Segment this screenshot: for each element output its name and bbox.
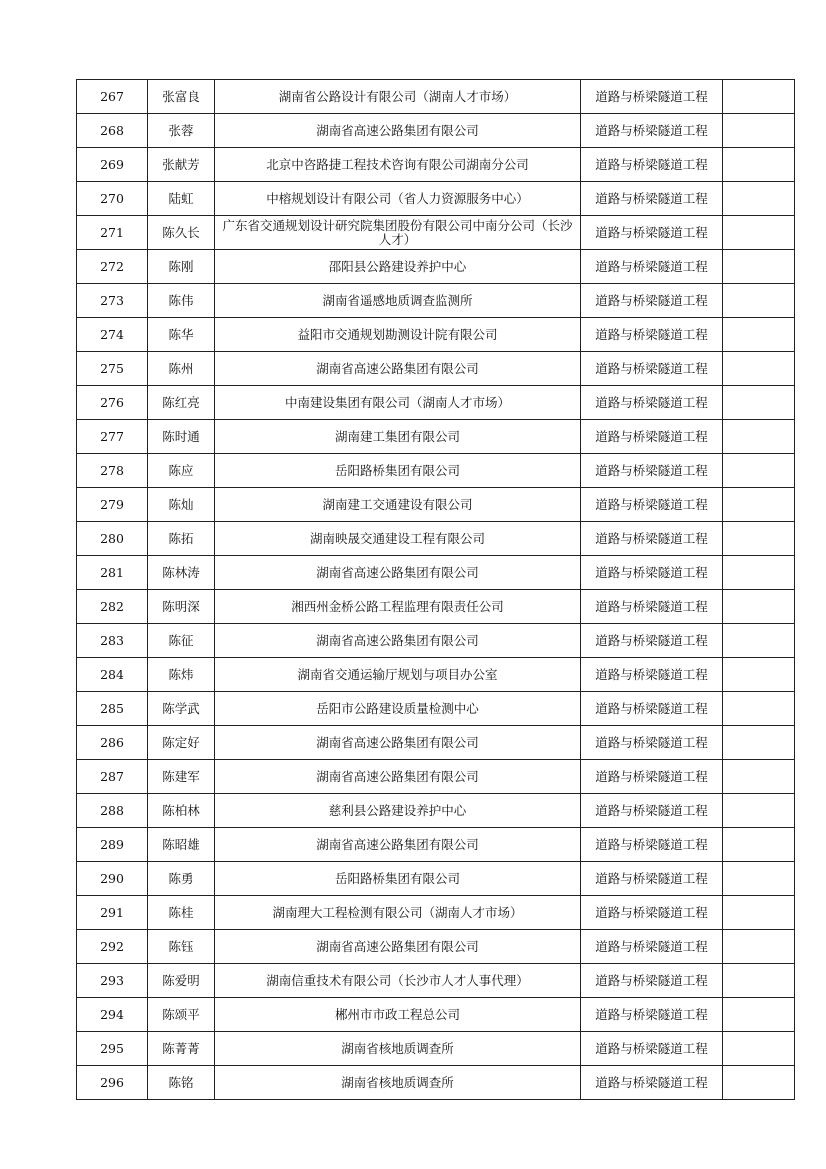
- name-cell: 陈久长: [148, 216, 215, 250]
- major-cell: 道路与桥梁隧道工程: [581, 1066, 723, 1100]
- major-cell: 道路与桥梁隧道工程: [581, 556, 723, 590]
- major-cell: 道路与桥梁隧道工程: [581, 692, 723, 726]
- note-cell: [723, 828, 795, 862]
- major-cell: 道路与桥梁隧道工程: [581, 352, 723, 386]
- name-cell: 陈华: [148, 318, 215, 352]
- organization-cell: 湖南省公路设计有限公司（湖南人才市场）: [215, 80, 581, 114]
- major-cell: 道路与桥梁隧道工程: [581, 624, 723, 658]
- table-row: [77, 794, 795, 828]
- organization-cell: 湖南省高速公路集团有限公司: [215, 556, 581, 590]
- name-cell: 陈定好: [148, 726, 215, 760]
- organization-cell: 湖南省高速公路集团有限公司: [215, 760, 581, 794]
- row-number-cell: 277: [77, 420, 148, 454]
- row-number-cell: 295: [77, 1032, 148, 1066]
- note-cell: [723, 964, 795, 998]
- name-cell: 陈明深: [148, 590, 215, 624]
- note-cell: [723, 250, 795, 284]
- row-number-cell: 283: [77, 624, 148, 658]
- major-cell: 道路与桥梁隧道工程: [581, 148, 723, 182]
- row-number-cell: 288: [77, 794, 148, 828]
- table-row: [77, 250, 795, 284]
- table-row: [77, 420, 795, 454]
- major-cell: 道路与桥梁隧道工程: [581, 964, 723, 998]
- major-cell: 道路与桥梁隧道工程: [581, 488, 723, 522]
- table-row: [77, 352, 795, 386]
- table-row: [77, 930, 795, 964]
- name-cell: 陈建军: [148, 760, 215, 794]
- name-cell: 陈铭: [148, 1066, 215, 1100]
- note-cell: [723, 114, 795, 148]
- organization-cell: 湖南省核地质调查所: [215, 1066, 581, 1100]
- row-number-cell: 269: [77, 148, 148, 182]
- row-number-cell: 285: [77, 692, 148, 726]
- table-row: [77, 556, 795, 590]
- major-cell: 道路与桥梁隧道工程: [581, 386, 723, 420]
- row-number-cell: 284: [77, 658, 148, 692]
- note-cell: [723, 522, 795, 556]
- table-row: [77, 284, 795, 318]
- organization-cell: 湖南映晟交通建设工程有限公司: [215, 522, 581, 556]
- note-cell: [723, 352, 795, 386]
- row-number-cell: 287: [77, 760, 148, 794]
- table-row: [77, 454, 795, 488]
- major-cell: 道路与桥梁隧道工程: [581, 862, 723, 896]
- organization-cell: 湖南省高速公路集团有限公司: [215, 930, 581, 964]
- note-cell: [723, 1032, 795, 1066]
- note-cell: [723, 488, 795, 522]
- name-cell: 陆虹: [148, 182, 215, 216]
- table-row: [77, 216, 795, 250]
- row-number-cell: 271: [77, 216, 148, 250]
- major-cell: 道路与桥梁隧道工程: [581, 420, 723, 454]
- note-cell: [723, 182, 795, 216]
- note-cell: [723, 216, 795, 250]
- row-number-cell: 294: [77, 998, 148, 1032]
- row-number-cell: 278: [77, 454, 148, 488]
- name-cell: 陈刚: [148, 250, 215, 284]
- major-cell: 道路与桥梁隧道工程: [581, 80, 723, 114]
- row-number-cell: 292: [77, 930, 148, 964]
- name-cell: 陈应: [148, 454, 215, 488]
- row-number-cell: 276: [77, 386, 148, 420]
- row-number-cell: 275: [77, 352, 148, 386]
- table-row: [77, 1066, 795, 1100]
- roster-body: [77, 80, 795, 1100]
- table-row: [77, 318, 795, 352]
- table-row: [77, 862, 795, 896]
- organization-cell: 湖南省高速公路集团有限公司: [215, 352, 581, 386]
- name-cell: 张献芳: [148, 148, 215, 182]
- note-cell: [723, 692, 795, 726]
- name-cell: 张蓉: [148, 114, 215, 148]
- row-number-cell: 282: [77, 590, 148, 624]
- table-row: [77, 80, 795, 114]
- organization-cell: 岳阳路桥集团有限公司: [215, 454, 581, 488]
- organization-cell: 湖南省高速公路集团有限公司: [215, 828, 581, 862]
- name-cell: 陈菁菁: [148, 1032, 215, 1066]
- organization-cell: 湖南省高速公路集团有限公司: [215, 624, 581, 658]
- name-cell: 陈伟: [148, 284, 215, 318]
- table-row: [77, 488, 795, 522]
- organization-cell: 郴州市市政工程总公司: [215, 998, 581, 1032]
- major-cell: 道路与桥梁隧道工程: [581, 250, 723, 284]
- organization-cell: 湖南信重技术有限公司（长沙市人才人事代理）: [215, 964, 581, 998]
- name-cell: 陈钰: [148, 930, 215, 964]
- note-cell: [723, 658, 795, 692]
- organization-cell: 湖南建工交通建设有限公司: [215, 488, 581, 522]
- major-cell: 道路与桥梁隧道工程: [581, 454, 723, 488]
- name-cell: 陈林涛: [148, 556, 215, 590]
- organization-cell: 湖南省核地质调查所: [215, 1032, 581, 1066]
- major-cell: 道路与桥梁隧道工程: [581, 794, 723, 828]
- row-number-cell: 293: [77, 964, 148, 998]
- organization-cell: 湖南省遥感地质调查监测所: [215, 284, 581, 318]
- organization-cell: 湘西州金桥公路工程监理有限责任公司: [215, 590, 581, 624]
- table-row: [77, 896, 795, 930]
- name-cell: 陈学武: [148, 692, 215, 726]
- organization-cell: 湖南理大工程检测有限公司（湖南人才市场）: [215, 896, 581, 930]
- table-row: [77, 692, 795, 726]
- row-number-cell: 272: [77, 250, 148, 284]
- organization-cell: 慈利县公路建设养护中心: [215, 794, 581, 828]
- organization-cell: 益阳市交通规划勘测设计院有限公司: [215, 318, 581, 352]
- table-row: [77, 658, 795, 692]
- major-cell: 道路与桥梁隧道工程: [581, 930, 723, 964]
- table-row: [77, 726, 795, 760]
- row-number-cell: 291: [77, 896, 148, 930]
- name-cell: 陈州: [148, 352, 215, 386]
- row-number-cell: 273: [77, 284, 148, 318]
- note-cell: [723, 284, 795, 318]
- note-cell: [723, 590, 795, 624]
- note-cell: [723, 386, 795, 420]
- name-cell: 陈勇: [148, 862, 215, 896]
- note-cell: [723, 624, 795, 658]
- note-cell: [723, 896, 795, 930]
- major-cell: 道路与桥梁隧道工程: [581, 658, 723, 692]
- note-cell: [723, 726, 795, 760]
- organization-cell: 邵阳县公路建设养护中心: [215, 250, 581, 284]
- major-cell: 道路与桥梁隧道工程: [581, 216, 723, 250]
- row-number-cell: 270: [77, 182, 148, 216]
- organization-cell: 中南建设集团有限公司（湖南人才市场）: [215, 386, 581, 420]
- organization-cell: 岳阳路桥集团有限公司: [215, 862, 581, 896]
- row-number-cell: 286: [77, 726, 148, 760]
- note-cell: [723, 556, 795, 590]
- name-cell: 陈拓: [148, 522, 215, 556]
- name-cell: 陈柏林: [148, 794, 215, 828]
- row-number-cell: 279: [77, 488, 148, 522]
- note-cell: [723, 862, 795, 896]
- table-row: [77, 114, 795, 148]
- major-cell: 道路与桥梁隧道工程: [581, 828, 723, 862]
- major-cell: 道路与桥梁隧道工程: [581, 590, 723, 624]
- major-cell: 道路与桥梁隧道工程: [581, 522, 723, 556]
- note-cell: [723, 1066, 795, 1100]
- major-cell: 道路与桥梁隧道工程: [581, 998, 723, 1032]
- organization-cell: 岳阳市公路建设质量检测中心: [215, 692, 581, 726]
- note-cell: [723, 318, 795, 352]
- major-cell: 道路与桥梁隧道工程: [581, 182, 723, 216]
- table-row: [77, 386, 795, 420]
- note-cell: [723, 760, 795, 794]
- name-cell: 陈灿: [148, 488, 215, 522]
- organization-cell: 湖南省交通运输厅规划与项目办公室: [215, 658, 581, 692]
- table-row: [77, 828, 795, 862]
- note-cell: [723, 420, 795, 454]
- table-row: [77, 522, 795, 556]
- organization-cell: 湖南建工集团有限公司: [215, 420, 581, 454]
- row-number-cell: 274: [77, 318, 148, 352]
- row-number-cell: 290: [77, 862, 148, 896]
- name-cell: 陈爱明: [148, 964, 215, 998]
- name-cell: 陈炜: [148, 658, 215, 692]
- organization-cell: 广东省交通规划设计研究院集团股份有限公司中南分公司（长沙人才）: [215, 216, 581, 250]
- organization-cell: 中榕规划设计有限公司（省人力资源服务中心）: [215, 182, 581, 216]
- table-row: [77, 148, 795, 182]
- organization-cell: 湖南省高速公路集团有限公司: [215, 114, 581, 148]
- name-cell: 陈时通: [148, 420, 215, 454]
- table-row: [77, 760, 795, 794]
- major-cell: 道路与桥梁隧道工程: [581, 114, 723, 148]
- name-cell: 陈红亮: [148, 386, 215, 420]
- table-row: [77, 182, 795, 216]
- row-number-cell: 280: [77, 522, 148, 556]
- row-number-cell: 267: [77, 80, 148, 114]
- name-cell: 陈桂: [148, 896, 215, 930]
- major-cell: 道路与桥梁隧道工程: [581, 726, 723, 760]
- organization-cell: 湖南省高速公路集团有限公司: [215, 726, 581, 760]
- major-cell: 道路与桥梁隧道工程: [581, 896, 723, 930]
- table-row: [77, 1032, 795, 1066]
- roster-table: [76, 79, 795, 1100]
- row-number-cell: 296: [77, 1066, 148, 1100]
- row-number-cell: 289: [77, 828, 148, 862]
- row-number-cell: 268: [77, 114, 148, 148]
- note-cell: [723, 930, 795, 964]
- name-cell: 张富良: [148, 80, 215, 114]
- note-cell: [723, 998, 795, 1032]
- major-cell: 道路与桥梁隧道工程: [581, 318, 723, 352]
- note-cell: [723, 454, 795, 488]
- name-cell: 陈昭雄: [148, 828, 215, 862]
- note-cell: [723, 80, 795, 114]
- note-cell: [723, 148, 795, 182]
- major-cell: 道路与桥梁隧道工程: [581, 760, 723, 794]
- major-cell: 道路与桥梁隧道工程: [581, 284, 723, 318]
- table-row: [77, 964, 795, 998]
- table-row: [77, 590, 795, 624]
- row-number-cell: 281: [77, 556, 148, 590]
- table-row: [77, 998, 795, 1032]
- name-cell: 陈颂平: [148, 998, 215, 1032]
- major-cell: 道路与桥梁隧道工程: [581, 1032, 723, 1066]
- organization-cell: 北京中咨路捷工程技术咨询有限公司湖南分公司: [215, 148, 581, 182]
- table-row: [77, 624, 795, 658]
- note-cell: [723, 794, 795, 828]
- name-cell: 陈征: [148, 624, 215, 658]
